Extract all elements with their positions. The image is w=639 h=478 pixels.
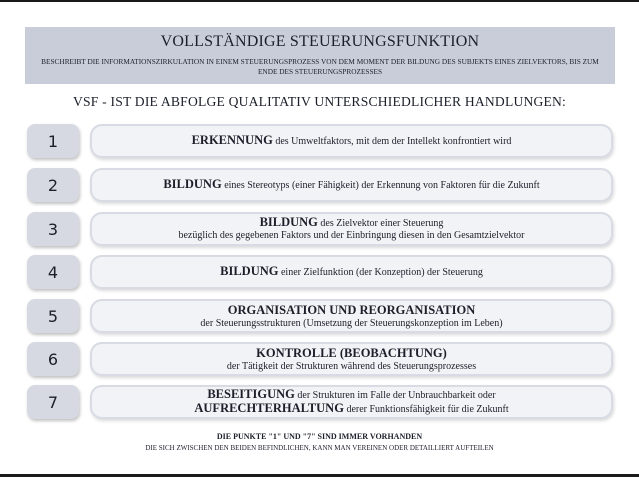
bottom-border-line bbox=[0, 474, 639, 477]
step-keyword: BILDUNG bbox=[259, 215, 318, 229]
step-box-6 bbox=[90, 342, 613, 376]
step-box-5 bbox=[90, 299, 613, 333]
step-number-5: 5 bbox=[27, 299, 79, 333]
step-description: der Strukturen im Falle der Unbrauchbarkeit oder bbox=[297, 390, 496, 401]
diagram-subtitle: VSF - IST DIE ABFOLGE QUALITATIV UNTERSCHIEDLICHER HANDLUNGEN: bbox=[73, 94, 566, 109]
step-box-2 bbox=[90, 168, 613, 202]
step-number-7: 7 bbox=[27, 385, 79, 419]
step-keyword-5: ORGANISATION UND REORGANISATION bbox=[227, 302, 476, 317]
step-keyword: ERKENNUNG bbox=[191, 133, 273, 147]
step-number-6: 6 bbox=[27, 342, 79, 376]
step-number-4: 4 bbox=[27, 255, 79, 289]
footer-line-1: DIE PUNKTE "1" UND "7" SIND IMMER VORHANDEN bbox=[216, 432, 423, 441]
step-keyword: BILDUNG bbox=[163, 177, 222, 191]
step-number-2: 2 bbox=[27, 168, 79, 202]
footer-line-2: DIE SICH ZWISCHEN DEN BEIDEN BEFINDLICHEN, KANN MAN VEREINEN ODER DETAILLIERT AUFTEILEN bbox=[145, 444, 494, 452]
step-text-2 bbox=[163, 178, 539, 192]
step-keyword-6: KONTROLLE (BEOBACHTUNG) bbox=[256, 345, 447, 360]
step-description: des Zielvektor einer Steuerung bbox=[320, 218, 444, 229]
step-detail-5: der Steuerungsstrukturen (Umsetzung der Steuerungskonzeption im Leben) bbox=[200, 317, 503, 329]
step-keyword-2: AUFRECHTERHALTUNG bbox=[194, 401, 344, 415]
footer-note bbox=[0, 432, 639, 453]
step-description: des Umweltfaktors, mit dem der Intellekt konfrontiert wird bbox=[275, 136, 512, 147]
step-description-2: derer Funktionsfähigkeit für die Zukunft bbox=[346, 404, 509, 415]
step-box-1 bbox=[90, 124, 613, 158]
diagram-description: BESCHREIBT DIE INFORMATIONSZIRKULATION IN EINEM STEUERUNGSPROZESS VON DEM MOMENT DER BILDUNG DES SUBJEKTS EINES ZIELVEKTORS, BIS ZUM ENDE DES STEUERUNGSPROZESSES bbox=[41, 57, 599, 76]
diagram-title: VOLLSTÄNDIGE STEUERUNGSFUNKTION bbox=[160, 33, 480, 50]
step-text-7b bbox=[194, 402, 508, 416]
step-detail-6: der Tätigkeit der Strukturen während des Steuerungsprozesses bbox=[226, 360, 477, 372]
step-number-3: 3 bbox=[27, 212, 79, 246]
step-keyword: BESEITIGUNG bbox=[207, 387, 295, 401]
step-box-4 bbox=[90, 255, 613, 289]
step-keyword: BILDUNG bbox=[220, 264, 279, 278]
step-box-3 bbox=[90, 212, 613, 246]
step-text-4 bbox=[220, 265, 483, 279]
step-text-7a bbox=[207, 388, 495, 402]
step-detail-3: bezüglich des gegebenen Faktors und der Einbringung diesen in den Gesamtzielvektor bbox=[178, 230, 525, 241]
step-text-3 bbox=[260, 216, 444, 230]
step-text-1 bbox=[192, 134, 512, 148]
step-description: eines Stereotyps (einer Fähigkeit) der Erkennung von Faktoren für die Zukunft bbox=[224, 180, 540, 191]
header-banner bbox=[25, 27, 615, 84]
step-box-7 bbox=[90, 385, 613, 419]
top-border-line bbox=[0, 0, 639, 2]
step-number-1: 1 bbox=[27, 124, 79, 158]
step-description: einer Zielfunktion (der Konzeption) der Steuerung bbox=[280, 267, 483, 278]
